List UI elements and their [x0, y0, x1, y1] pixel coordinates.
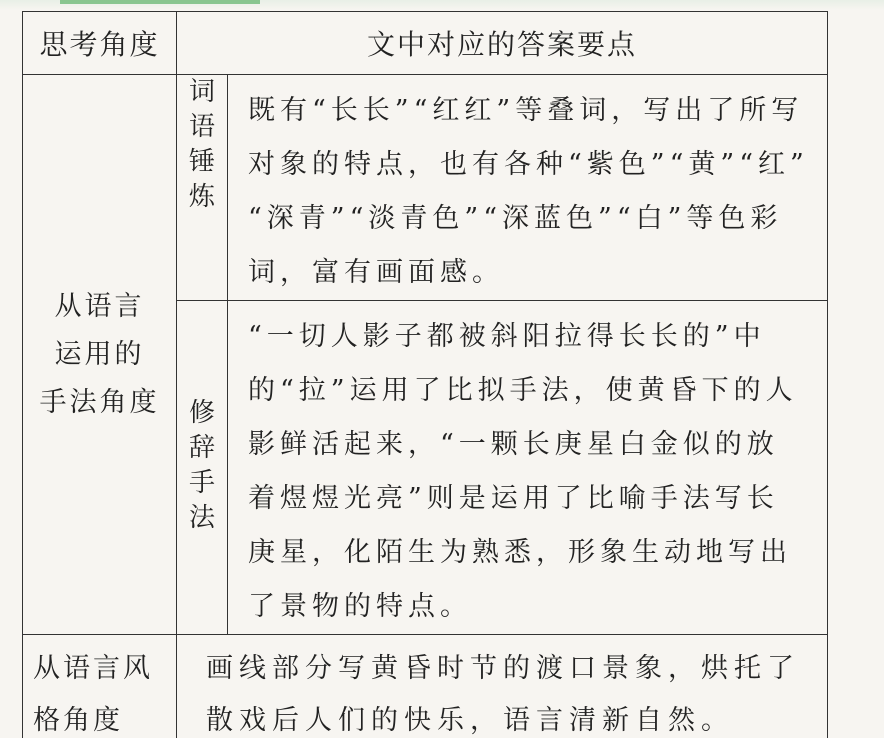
sub-label-char: 辞 [188, 433, 215, 463]
answer-word-choice [228, 75, 828, 301]
row-language-style [23, 635, 828, 738]
answer-line: 了景物的特点。 [248, 591, 472, 622]
aspect-line: 格角度 [33, 705, 123, 736]
answer-line: 词，富有画面感。 [248, 257, 504, 288]
sub-label-char: 法 [188, 503, 215, 533]
header-aspect: 思考角度 [23, 12, 177, 75]
sub-label-char: 语 [188, 112, 215, 142]
sub-label-char: 修 [188, 398, 215, 428]
page-top-strip [0, 0, 884, 10]
sub-label-word-choice [177, 75, 228, 301]
aspect-language-usage [23, 75, 177, 635]
sub-label-char: 词 [188, 77, 215, 107]
header-answer: 文中对应的答案要点 [177, 12, 828, 75]
sub-label-char: 锤 [188, 147, 215, 177]
answer-line: 影鲜活起来，“一颗长庚星白金似的放 [248, 429, 779, 460]
sub-label-char: 炼 [188, 182, 215, 212]
answer-line: 的“拉”运用了比拟手法，使黄昏下的人 [248, 375, 798, 406]
answer-table [22, 11, 828, 738]
sub-label-rhetoric [177, 301, 228, 635]
answer-line: “一切人影子都被斜阳拉得长长的”中 [248, 321, 766, 352]
aspect-line: 从语言风 [33, 653, 153, 684]
answer-line: 对象的特点，也有各种“紫色”“黄”“红” [248, 149, 809, 180]
aspect-line: 手法角度 [39, 386, 160, 418]
sub-label-char: 手 [188, 468, 215, 498]
green-rule [60, 0, 260, 4]
answer-line: 散戏后人们的快乐，语言清新自然。 [206, 705, 734, 736]
answer-line: 着煜煜光亮”则是运用了比喻手法写长 [248, 483, 779, 514]
answer-line: “深青”“淡青色”“深蓝色”“白”等色彩 [248, 203, 783, 234]
table-header-row [23, 12, 828, 75]
answer-line: 既有“长长”“红红”等叠词，写出了所写 [248, 95, 804, 126]
row-word-choice [23, 75, 828, 301]
answer-line: 庚星，化陌生为熟悉，形象生动地写出 [248, 537, 792, 568]
aspect-line: 运用的 [54, 338, 145, 370]
aspect-line: 从语言 [54, 290, 145, 322]
answer-line: 画线部分写黄昏时节的渡口景象，烘托了 [206, 653, 800, 684]
aspect-language-style [23, 635, 177, 738]
answer-rhetoric [228, 301, 828, 635]
answer-language-style [177, 635, 828, 738]
